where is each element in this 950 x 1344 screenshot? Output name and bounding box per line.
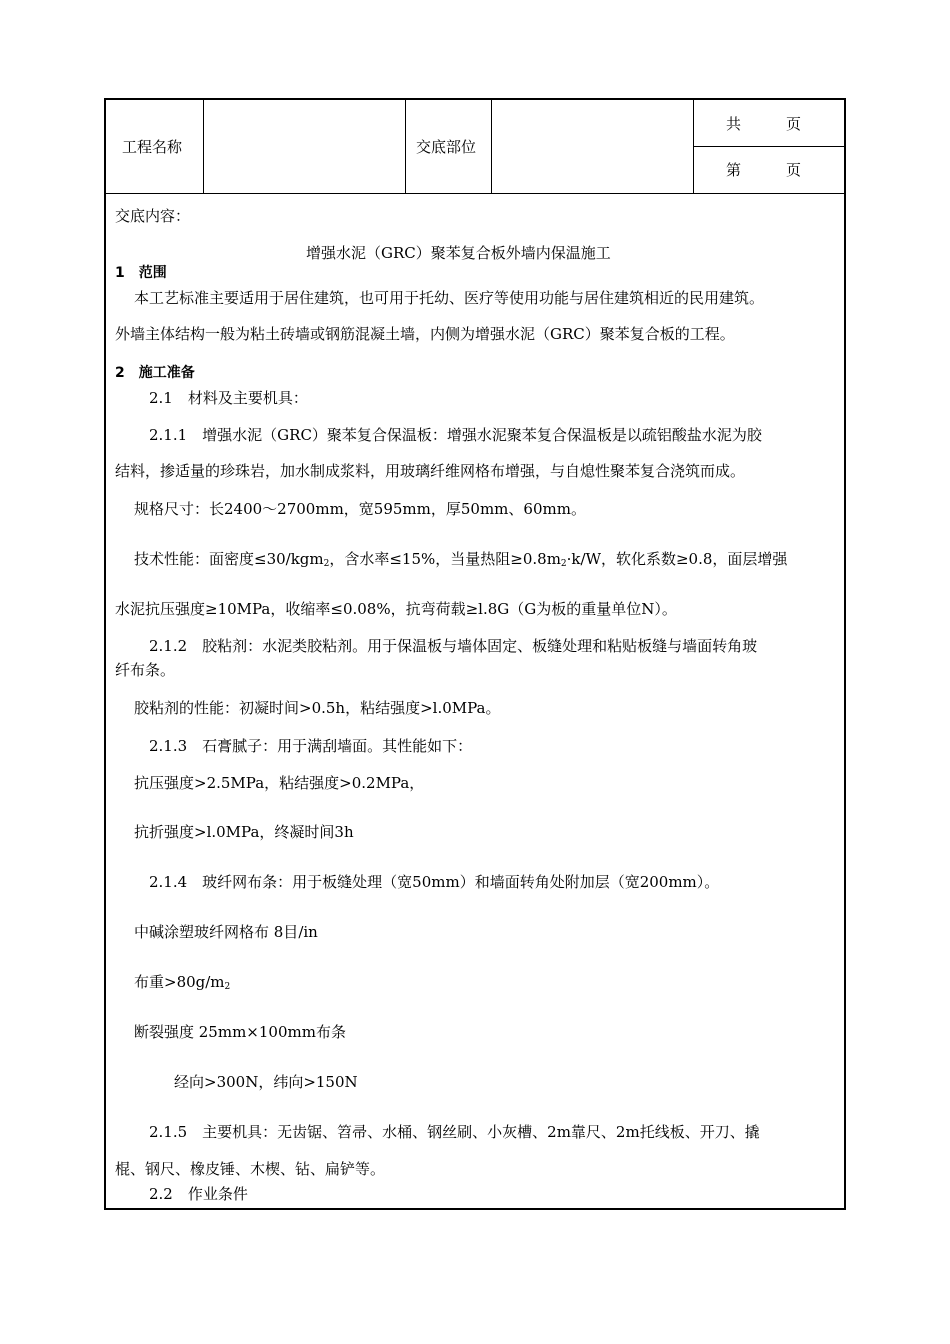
location-label: 交底部位	[416, 138, 477, 156]
subscript: 2	[323, 559, 330, 569]
project-name-label: 工程名称	[122, 138, 183, 156]
paragraph-line: 2.1.1 增强水泥（GRC）聚苯复合保温板：增强水泥聚苯复合保温板是以疏铝酸盐水泥为胶	[149, 426, 762, 444]
paragraph-line: 结料，掺适量的珍珠岩，加水制成浆料，用玻璃纤维网格布增强，与自熄性聚苯复合浇筑而成。	[115, 462, 746, 480]
paragraph-line: 2.1.5 主要机具：无齿锯、笤帚、水桶、钢丝刷、小灰槽、2m靠尺、2m托线板、开刀、撬	[149, 1123, 760, 1141]
subscript: 2	[224, 982, 231, 992]
subscript: 2	[560, 559, 567, 569]
paragraph-line: 2.1.4 玻纤网布条：用于板缝处理（宽50mm）和墙面转角处附加层（宽200mm）。	[149, 873, 720, 891]
divider	[693, 146, 844, 147]
paragraph-line: 抗折强度>l.0MPa，终凝时间3h	[134, 823, 354, 841]
divider	[405, 100, 406, 193]
paragraph-line: 本工艺标准主要适用于居住建筑，也可用于托幼、医疗等使用功能与居住建筑相近的民用建筑。	[134, 289, 765, 307]
subsection-heading: 2.1 材料及主要机具：	[149, 389, 308, 407]
text-run: ·k/W，软化系数≥0.8，面层增强	[566, 550, 788, 568]
paragraph-line: 规格尺寸：长2400～2700mm，宽595mm，厚50mm、60mm。	[134, 500, 586, 518]
total-pages: 共 页	[726, 115, 802, 133]
paragraph-line: 胶粘剂的性能：初凝时间>0.5h，粘结强度>l.0MPa。	[134, 699, 501, 717]
divider	[491, 100, 492, 193]
content-label: 交底内容：	[115, 207, 191, 225]
paragraph-line: 中碱涂塑玻纤网格布 8目/in	[134, 923, 318, 941]
paragraph-line: 水泥抗压强度≥10MPa，收缩率≤0.08%，抗弯荷载≥l.8G（G为板的重量单位N）。	[115, 600, 677, 618]
paragraph-line: 2.1.3 石膏腻子：用于满刮墙面。其性能如下：	[149, 737, 473, 755]
paragraph-line	[134, 972, 230, 997]
paragraph-line: 棍、钢尺、橡皮锤、木楔、钻、扁铲等。	[115, 1160, 386, 1178]
text-run: 布重>80g/m	[134, 973, 225, 991]
section-heading: 1 范围	[115, 265, 167, 281]
page-number: 第 页	[726, 161, 802, 179]
paragraph-line: 2.1.2 胶粘剂：水泥类胶粘剂。用于保温板与墙体固定、板缝处理和粘贴板缝与墙面转角玻	[149, 637, 758, 655]
section-heading: 2 施工准备	[115, 365, 195, 381]
divider	[203, 100, 204, 193]
form-header	[106, 100, 844, 194]
text-run: 技术性能：面密度≤30/kgm	[134, 550, 324, 568]
paragraph-line: 断裂强度 25mm×100mm布条	[134, 1023, 346, 1041]
paragraph-line	[134, 549, 787, 574]
disclosure-form	[104, 98, 846, 1210]
document-title: 增强水泥（GRC）聚苯复合板外墙内保温施工	[306, 244, 611, 262]
subsection-heading: 2.2 作业条件	[149, 1185, 248, 1203]
paragraph-line: 纤布条。	[115, 661, 176, 679]
paragraph-line: 外墙主体结构一般为粘土砖墙或钢筋混凝土墙，内侧为增强水泥（GRC）聚苯复合板的工程。	[115, 325, 735, 343]
paragraph-line: 抗压强度>2.5MPa，粘结强度>0.2MPa，	[134, 774, 425, 792]
paragraph-line: 经向>300N，纬向>150N	[174, 1073, 358, 1091]
text-run: ，含水率≤15%，当量热阻≥0.8m	[329, 550, 561, 568]
